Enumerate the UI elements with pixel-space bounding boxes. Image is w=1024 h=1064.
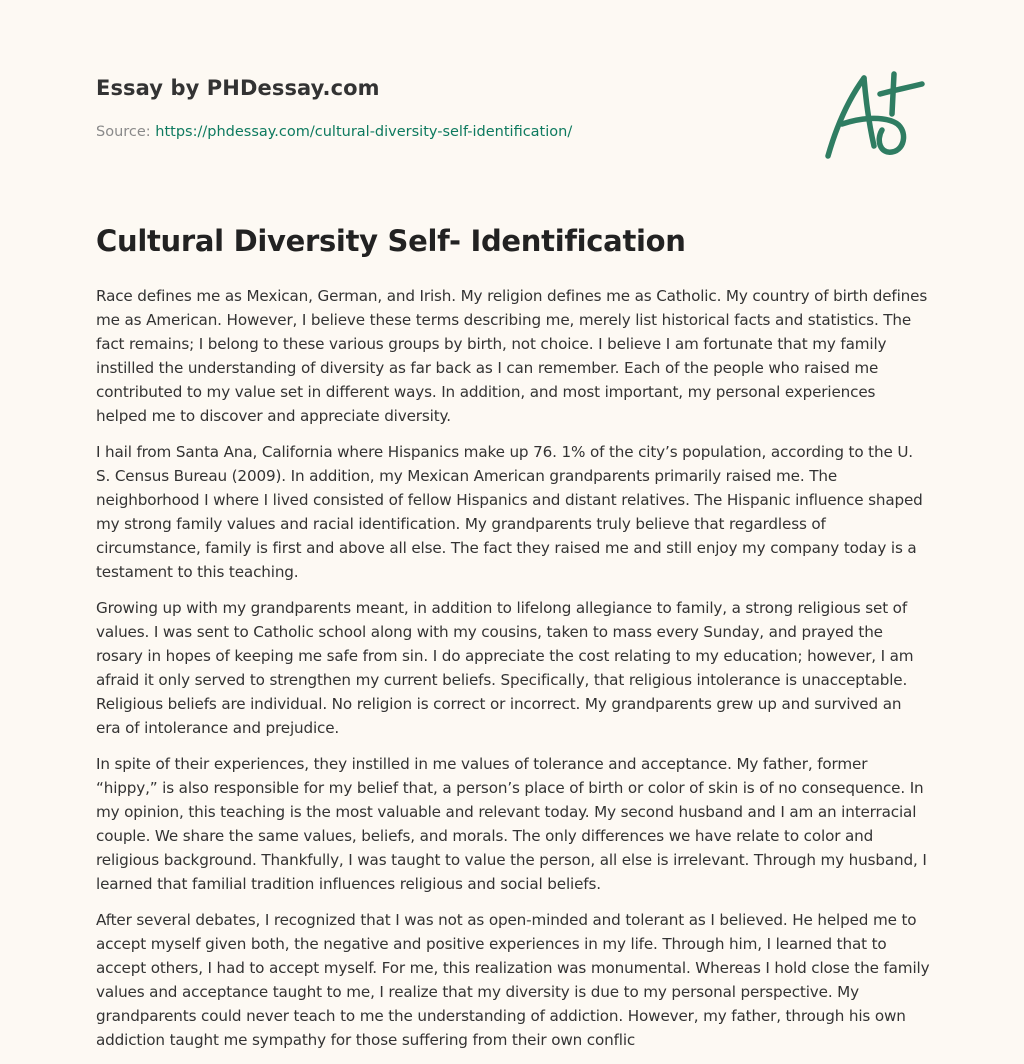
essay-paragraph: In spite of their experiences, they instilled in me values of tolerance and acceptance. My father, former “hippy,” is also responsible for my belief that, a person’s place of birth or color of skin is of no consequence. In my opinion, this teaching is the most valuable and relevant today. My second husband and I am an interracial couple. We share the same values, beliefs, and morals. The only differences we have relate to color and religious background. Thankfully, I was taught to value the person, all else is irrelevant. Through my husband, I learned that familial tradition influences religious and social beliefs. [96, 755, 927, 893]
source-line [96, 124, 572, 140]
source-label: Source: [96, 124, 156, 140]
site-title: Essay by PHDessay.com [96, 76, 380, 100]
essay-paragraph: After several debates, I recognized that I was not as open-minded and tolerant as I believed. He helped me to accept myself given both, the negative and positive experiences in my life. Through him, I learned that to accept others, I had to accept myself. For me, this realization was monumental. Whereas I hold close the family values and acceptance taught to me, I realize that my diversity is due to my personal perspective. My grandparents could never teach to me the understanding of addiction. However, my father, through his own addiction taught me sympathy for those suffering from their own conflic [96, 911, 930, 1049]
essay-paragraph: I hail from Santa Ana, California where Hispanics make up 76. 1% of the city’s population, according to the U. S. Census Bureau (2009). In addition, my Mexican American grandparents primarily raised me. The neighborhood I where I lived consisted of fellow Hispanics and distant relatives. The Hispanic influence shaped my strong family values and racial identification. My grandparents truly believe that regardless of circumstance, family is first and above all else. The fact they raised me and still enjoy my company today is a testament to this teaching. [96, 443, 923, 581]
a-plus-logo-icon [822, 66, 926, 166]
essay-paragraph: Race defines me as Mexican, German, and Irish. My religion defines me as Catholic. My country of birth defines me as American. However, I believe these terms describing me, merely list historical facts and statistics. The fact remains; I belong to these various groups by birth, not choice. I believe I am fortunate that my family instilled the understanding of diversity as far back as I can remember. Each of the people who raised me contributed to my value set in different ways. In addition, and most important, my personal experiences helped me to discover and appreciate diversity. [96, 287, 928, 425]
essay-body [96, 284, 930, 1064]
essay-paragraph: Growing up with my grandparents meant, in addition to lifelong allegiance to family, a strong religious set of values. I was sent to Catholic school along with my cousins, taken to mass every Sunday, and prayed the rosary in hopes of keeping me safe from sin. I do appreciate the cost relating to my education; however, I am afraid it only served to strengthen my current beliefs. Specifically, that religious intolerance is unacceptable. Religious beliefs are individual. No religion is correct or incorrect. My grandparents grew up and survived an era of intolerance and prejudice. [96, 599, 914, 737]
source-link[interactable]: https://phdessay.com/cultural-diversity-self-identification/ [155, 124, 573, 140]
essay-title: Cultural Diversity Self- Identification [96, 224, 686, 258]
